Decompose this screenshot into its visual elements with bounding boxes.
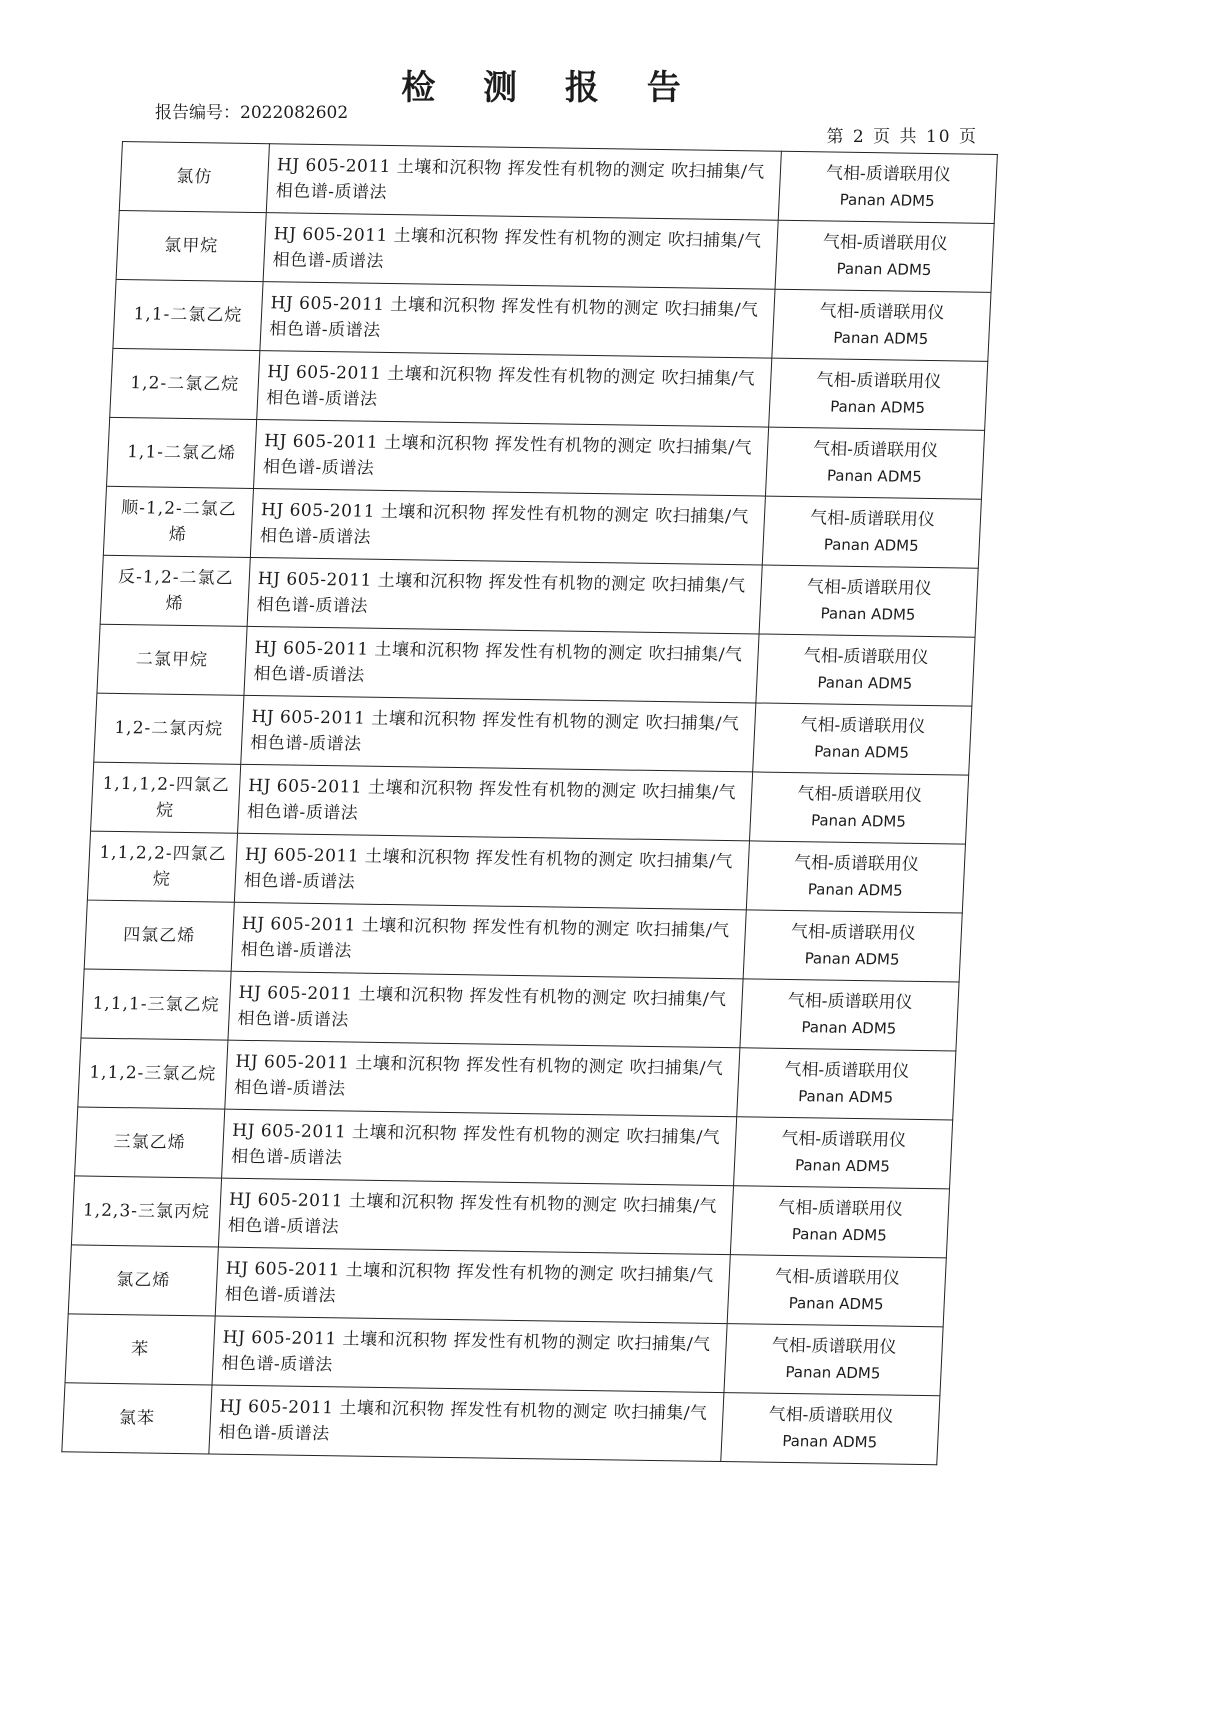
instrument-cell [734,1117,953,1189]
test-method-cell: HJ 605-2011 土壤和沉积物 挥发性有机物的测定 吹扫捕集/气相色谱-质谱法 [228,971,743,1048]
instrument-model: Panan ADM5 [826,466,923,486]
instrument-cell [749,772,968,844]
instrument-name: 气相-质谱联用仪 [771,1335,897,1358]
instrument-model: Panan ADM5 [829,397,926,417]
instrument-cell [721,1393,940,1465]
instrument-model: Panan ADM5 [781,1431,878,1452]
instrument-model: Panan ADM5 [807,880,904,900]
test-method-cell: HJ 605-2011 土壤和沉积物 挥发性有机物的测定 吹扫捕集/气相色谱-质谱法 [238,764,753,841]
instrument-name: 气相-质谱联用仪 [800,715,926,737]
table-row [107,417,985,499]
instrument-model: Panan ADM5 [820,604,916,624]
page-indicator: 第 2 页 共 10 页 [826,127,978,147]
instrument-name: 气相-质谱联用仪 [822,232,949,255]
test-method-cell: HJ 605-2011 土壤和沉积物 挥发性有机物的测定 吹扫捕集/气相色谱-质谱法 [218,1178,733,1255]
instrument-model: Panan ADM5 [804,949,900,969]
table-row [78,1038,956,1120]
test-item-cell: 苯 [65,1314,215,1385]
test-method-cell: HJ 605-2011 土壤和沉积物 挥发性有机物的测定 吹扫捕集/气相色谱-质谱法 [234,833,749,910]
test-method-cell: HJ 605-2011 土壤和沉积物 挥发性有机物的测定 吹扫捕集/气相色谱-质谱法 [263,213,778,290]
instrument-cell [759,565,978,637]
instrument-model: Panan ADM5 [794,1156,891,1176]
test-item-cell: 1,1,2,2-四氯乙烷 [87,831,237,902]
instrument-name: 气相-质谱联用仪 [796,784,923,806]
instrument-model: Panan ADM5 [801,1018,897,1038]
test-method-cell: HJ 605-2011 土壤和沉积物 挥发性有机物的测定 吹扫捕集/气相色谱-质谱法 [244,626,759,703]
test-item-cell: 氯甲烷 [116,210,266,281]
instrument-cell [778,151,997,223]
instrument-name: 气相-质谱联用仪 [784,1059,910,1082]
table-row [116,210,994,292]
test-method-cell: HJ 605-2011 土壤和沉积物 挥发性有机物的测定 吹扫捕集/气相色谱-质谱法 [247,557,762,634]
test-method-cell: HJ 605-2011 土壤和沉积物 挥发性有机物的测定 吹扫捕集/气相色谱-质谱法 [257,351,772,428]
instrument-model: Panan ADM5 [791,1225,888,1245]
instrument-name: 气相-质谱联用仪 [809,508,936,531]
table-row [110,348,988,430]
table-row [94,693,972,775]
test-item-cell: 氯仿 [119,142,269,213]
instrument-name: 气相-质谱联用仪 [803,646,929,669]
test-item-cell: 三氯乙烯 [75,1107,225,1178]
instrument-cell [753,703,972,775]
instrument-model: Panan ADM5 [839,190,936,211]
test-item-cell: 1,1-二氯乙烯 [107,417,257,488]
instrument-name: 气相-质谱联用仪 [768,1404,894,1427]
instrument-name: 气相-质谱联用仪 [812,439,939,462]
test-item-cell: 1,2,3-三氯丙烷 [71,1176,221,1247]
test-item-cell: 顺-1,2-二氯乙烯 [103,486,253,557]
instrument-model: Panan ADM5 [785,1362,881,1383]
instrument-model: Panan ADM5 [817,673,913,693]
test-method-table [61,141,998,1465]
instrument-cell [756,634,975,706]
instrument-name: 气相-质谱联用仪 [819,301,945,324]
instrument-model: Panan ADM5 [836,259,932,280]
instrument-name: 气相-质谱联用仪 [793,853,920,875]
test-item-cell: 1,1,2-三氯乙烷 [78,1038,228,1109]
table-row [113,279,991,361]
table-row [68,1245,946,1327]
instrument-cell [769,358,988,430]
test-method-cell: HJ 605-2011 土壤和沉积物 挥发性有机物的测定 吹扫捕集/气相色谱-质谱法 [209,1385,724,1462]
instrument-model: Panan ADM5 [813,742,910,762]
instrument-name: 气相-质谱联用仪 [774,1266,901,1289]
instrument-cell [737,1048,956,1120]
table-row [62,1383,940,1465]
test-item-cell: 1,1,1,2-四氯乙烷 [91,762,241,833]
report-number-label: 报告编号： [155,103,240,123]
instrument-name: 气相-质谱联用仪 [787,990,913,1013]
test-method-cell: HJ 605-2011 土壤和沉积物 挥发性有机物的测定 吹扫捕集/气相色谱-质谱法 [231,902,746,979]
test-method-cell: HJ 605-2011 土壤和沉积物 挥发性有机物的测定 吹扫捕集/气相色谱-质谱法 [266,144,781,221]
instrument-model: Panan ADM5 [832,328,929,348]
test-item-cell: 四氯乙烯 [84,900,234,971]
test-method-cell: HJ 605-2011 土壤和沉积物 挥发性有机物的测定 吹扫捕集/气相色谱-质谱法 [254,420,769,497]
table-row [91,762,969,844]
instrument-cell [775,220,994,292]
instrument-cell [746,841,965,913]
table-row [119,142,997,224]
instrument-name: 气相-质谱联用仪 [815,370,942,393]
table-row [97,624,975,706]
table-sheet [61,141,998,1465]
table-row [81,969,959,1051]
table-row [65,1314,943,1396]
test-method-cell: HJ 605-2011 土壤和沉积物 挥发性有机物的测定 吹扫捕集/气相色谱-质谱法 [225,1040,740,1117]
instrument-cell [765,427,984,499]
test-method-cell: HJ 605-2011 土壤和沉积物 挥发性有机物的测定 吹扫捕集/气相色谱-质谱法 [250,488,765,565]
table-row [103,486,981,568]
test-item-cell: 氯苯 [62,1383,212,1454]
test-method-cell: HJ 605-2011 土壤和沉积物 挥发性有机物的测定 吹扫捕集/气相色谱-质谱法 [212,1316,727,1393]
instrument-name: 气相-质谱联用仪 [780,1128,907,1151]
instrument-cell [727,1255,946,1327]
test-item-cell: 氯乙烯 [68,1245,218,1316]
instrument-name: 气相-质谱联用仪 [825,163,952,186]
instrument-cell [762,496,981,568]
test-method-cell: HJ 605-2011 土壤和沉积物 挥发性有机物的测定 吹扫捕集/气相色谱-质谱法 [241,695,756,772]
instrument-cell [730,1186,949,1258]
instrument-model: Panan ADM5 [788,1294,884,1314]
instrument-cell [740,979,959,1051]
table-row [84,900,962,982]
report-title: 检 测 报 告 [401,68,699,108]
instrument-name: 气相-质谱联用仪 [777,1197,904,1220]
instrument-model: Panan ADM5 [797,1087,894,1107]
table-row [100,555,978,637]
table-row [71,1176,949,1258]
test-method-cell: HJ 605-2011 土壤和沉积物 挥发性有机物的测定 吹扫捕集/气相色谱-质谱法 [215,1247,730,1324]
instrument-cell [772,289,991,361]
instrument-name: 气相-质谱联用仪 [806,577,933,600]
table-row [75,1107,953,1189]
test-item-cell: 反-1,2-二氯乙烯 [100,555,250,626]
instrument-model: Panan ADM5 [823,535,920,555]
test-item-cell: 1,1-二氯乙烷 [113,279,263,350]
test-method-cell: HJ 605-2011 土壤和沉积物 挥发性有机物的测定 吹扫捕集/气相色谱-质谱法 [222,1109,737,1186]
instrument-name: 气相-质谱联用仪 [790,922,917,944]
test-item-cell: 1,1,1-三氯乙烷 [81,969,231,1040]
instrument-model: Panan ADM5 [810,811,907,831]
test-method-cell: HJ 605-2011 土壤和沉积物 挥发性有机物的测定 吹扫捕集/气相色谱-质谱法 [260,282,775,359]
test-item-cell: 1,2-二氯丙烷 [94,693,244,764]
report-number [155,98,348,123]
test-item-cell: 二氯甲烷 [97,624,247,695]
table-row [87,831,965,913]
instrument-cell [743,910,962,982]
table-body [62,142,998,1465]
report-number-value: 2022082602 [240,103,349,123]
test-item-cell: 1,2-二氯乙烷 [110,348,260,419]
instrument-cell [724,1324,943,1396]
